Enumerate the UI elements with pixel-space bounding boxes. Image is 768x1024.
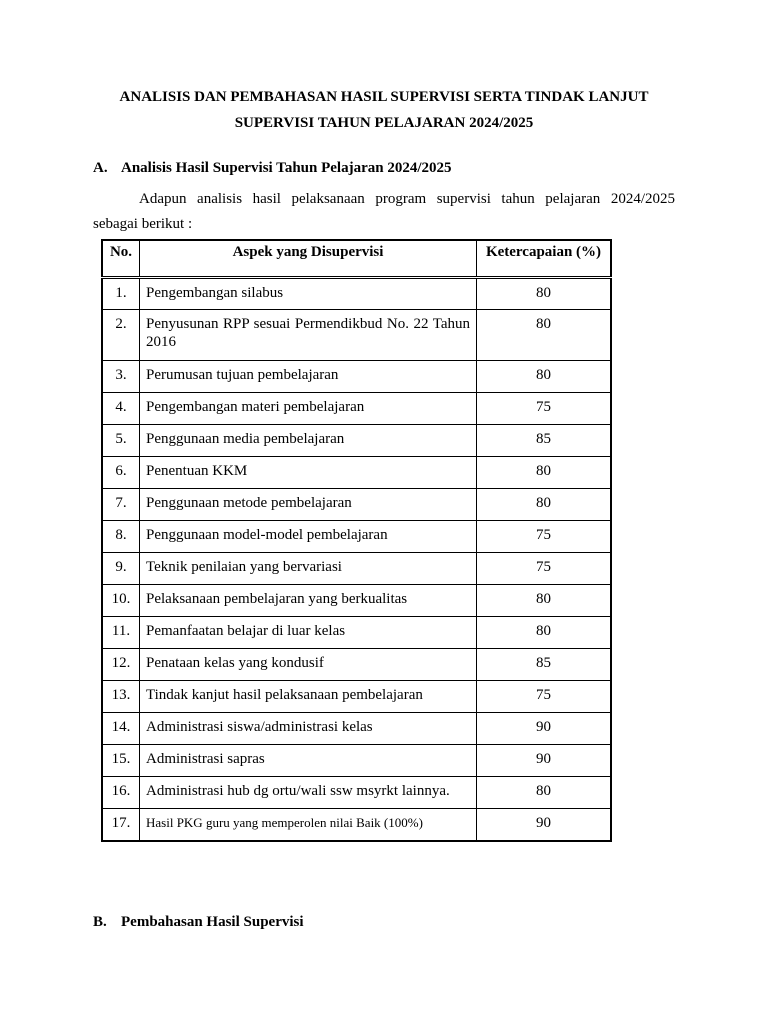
row-number: 14.: [102, 713, 140, 745]
row-number: 15.: [102, 745, 140, 777]
row-ketercapaian: 90: [477, 713, 612, 745]
header-ketercapaian: Ketercapaian (%): [477, 240, 612, 278]
table-row: [102, 553, 611, 585]
row-aspek: Pengembangan materi pembelajaran: [140, 393, 477, 425]
row-aspek: Pelaksanaan pembelajaran yang berkualitas: [140, 585, 477, 617]
row-aspek: Administrasi hub dg ortu/wali ssw msyrkt lainnya.: [140, 777, 477, 809]
row-aspek: Pemanfaatan belajar di luar kelas: [140, 617, 477, 649]
row-ketercapaian: 85: [477, 649, 612, 681]
row-ketercapaian: 75: [477, 393, 612, 425]
table-header-row: [102, 240, 611, 278]
table-row: [102, 278, 611, 310]
row-ketercapaian: 80: [477, 489, 612, 521]
row-ketercapaian: 80: [477, 617, 612, 649]
row-aspek: Penataan kelas yang kondusif: [140, 649, 477, 681]
header-aspek: Aspek yang Disupervisi: [140, 240, 477, 278]
table-row: [102, 521, 611, 553]
row-ketercapaian: 85: [477, 425, 612, 457]
table-row: [102, 310, 611, 361]
row-ketercapaian: 80: [477, 585, 612, 617]
row-number: 12.: [102, 649, 140, 681]
row-number: 10.: [102, 585, 140, 617]
section-b-marker: B.: [93, 914, 107, 930]
row-number: 6.: [102, 457, 140, 489]
table-row: [102, 489, 611, 521]
row-ketercapaian: 75: [477, 681, 612, 713]
row-number: 3.: [102, 361, 140, 393]
row-number: 16.: [102, 777, 140, 809]
row-aspek: Tindak kanjut hasil pelaksanaan pembelajaran: [140, 681, 477, 713]
row-ketercapaian: 80: [477, 278, 612, 310]
row-aspek: Penggunaan media pembelajaran: [140, 425, 477, 457]
row-number: 17.: [102, 809, 140, 841]
row-aspek: Hasil PKG guru yang memperolen nilai Baik (100%): [140, 809, 477, 841]
section-b-title: Pembahasan Hasil Supervisi: [121, 914, 304, 930]
row-aspek: Teknik penilaian yang bervariasi: [140, 553, 477, 585]
table-row: [102, 809, 611, 841]
table-row: [102, 777, 611, 809]
table-row: [102, 649, 611, 681]
row-aspek: Penyusunan RPP sesuai Permendikbud No. 22 Tahun 2016: [140, 310, 477, 361]
row-aspek: Penentuan KKM: [140, 457, 477, 489]
intro-paragraph-line-2: sebagai berikut :: [93, 216, 193, 232]
table-row: [102, 617, 611, 649]
table-row: [102, 681, 611, 713]
row-aspek: Penggunaan model-model pembelajaran: [140, 521, 477, 553]
row-ketercapaian: 90: [477, 745, 612, 777]
row-ketercapaian: 90: [477, 809, 612, 841]
row-aspek: Administrasi siswa/administrasi kelas: [140, 713, 477, 745]
row-ketercapaian: 80: [477, 457, 612, 489]
row-number: 13.: [102, 681, 140, 713]
table-row: [102, 585, 611, 617]
row-aspek: Penggunaan metode pembelajaran: [140, 489, 477, 521]
row-ketercapaian: 80: [477, 310, 612, 361]
row-aspek: Pengembangan silabus: [140, 278, 477, 310]
section-a-title: Analisis Hasil Supervisi Tahun Pelajaran 2024/2025: [121, 160, 452, 176]
table-row: [102, 393, 611, 425]
row-ketercapaian: 75: [477, 521, 612, 553]
table-row: [102, 713, 611, 745]
row-number: 5.: [102, 425, 140, 457]
section-b-heading: [93, 914, 304, 931]
table-body: [102, 278, 611, 841]
document-title-line-2: SUPERVISI TAHUN PELAJARAN 2024/2025: [234, 115, 534, 131]
table-row: [102, 457, 611, 489]
row-ketercapaian: 80: [477, 361, 612, 393]
row-number: 7.: [102, 489, 140, 521]
intro-paragraph-line-1: Adapun analisis hasil pelaksanaan program supervisi tahun pelajaran 2024/2025: [139, 191, 675, 207]
row-number: 1.: [102, 278, 140, 310]
row-ketercapaian: 80: [477, 777, 612, 809]
section-a-heading: [93, 160, 452, 177]
table-row: [102, 361, 611, 393]
section-a-marker: A.: [93, 160, 108, 176]
header-no: No.: [102, 240, 140, 278]
row-number: 8.: [102, 521, 140, 553]
row-number: 4.: [102, 393, 140, 425]
table-row: [102, 425, 611, 457]
document-title-line-1: ANALISIS DAN PEMBAHASAN HASIL SUPERVISI SERTA TINDAK LANJUT: [119, 89, 649, 105]
row-ketercapaian: 75: [477, 553, 612, 585]
row-number: 2.: [102, 310, 140, 361]
row-aspek: Administrasi sapras: [140, 745, 477, 777]
table-row: [102, 745, 611, 777]
row-number: 11.: [102, 617, 140, 649]
row-aspek: Perumusan tujuan pembelajaran: [140, 361, 477, 393]
supervision-results-table: [101, 239, 612, 842]
row-number: 9.: [102, 553, 140, 585]
